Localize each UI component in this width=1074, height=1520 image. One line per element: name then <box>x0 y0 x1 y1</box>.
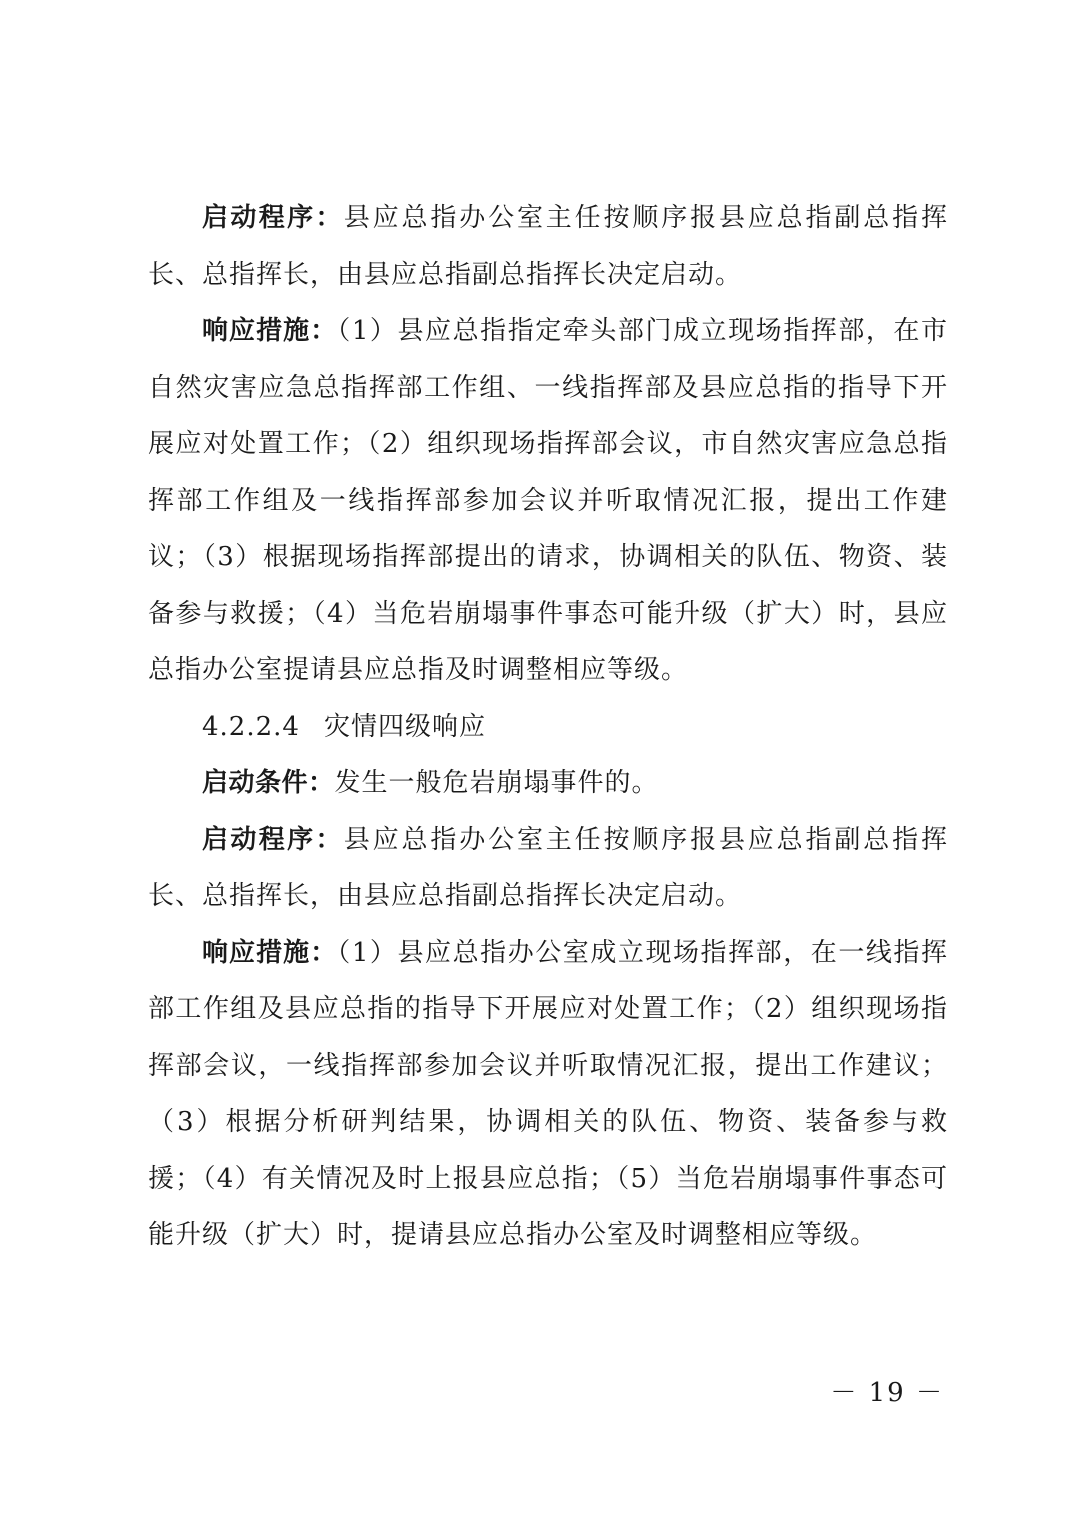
paragraph-text: （1）县应总指办公室成立现场指挥部，在一线指挥部工作组及县应总指的指导下开展应对处置工作；（2）组织现场指挥部会议，一线指挥部参加会议并听取情况汇报，提出工作建议；（3）根据分析研判结果，协调相关的队伍、物资、装备参与救援；（4）有关情况及时上报县应总指；（5）当危岩崩塌事件事态可能升级（扩大）时，提请县应总指办公室及时调整相应等级。 <box>148 937 948 1250</box>
lead-colon: ： <box>310 316 338 346</box>
paragraph-start-procedure-4 <box>148 812 948 925</box>
lead-term: 响应措施 <box>202 316 311 346</box>
document-body <box>148 190 948 1264</box>
lead-term: 启动程序 <box>202 203 316 233</box>
section-heading <box>148 699 948 756</box>
section-title: 灾情四级响应 <box>323 711 486 742</box>
paragraph-text: 县应总指办公室主任按顺序报县应总指副总指挥长、总指挥长，由县应总指副总指挥长决定启动。 <box>148 203 948 290</box>
lead-term: 启动程序 <box>202 824 316 855</box>
page-number: － 19 － <box>830 1378 944 1408</box>
paragraph-response-measures-4 <box>148 925 948 1264</box>
paragraph-text: 发生一般危岩崩塌事件的。 <box>334 768 659 798</box>
lead-term: 响应措施 <box>202 937 311 968</box>
paragraph-text: 县应总指办公室主任按顺序报县应总指副总指挥长、总指挥长，由县应总指副总指挥长决定启动。 <box>148 824 948 911</box>
section-number: 4.2.2.4 <box>202 711 300 742</box>
paragraph-text: （1）县应总指指定牵头部门成立现场指挥部，在市自然灾害应急总指挥部工作组、一线指挥部及县应总指的指导下开展应对处置工作；（2）组织现场指挥部会议，市自然灾害应急总指挥部工作组及一线指挥部参加会议并听取情况汇报，提出工作建议；（3）根据现场指挥部提出的请求，协调相关的队伍、物资、装备参与救援；（4）当危岩崩塌事件事态可能升级（扩大）时，县应总指办公室提请县应总指及时调整相应等级。 <box>148 316 948 685</box>
lead-colon: ： <box>310 937 338 968</box>
paragraph-start-condition <box>148 755 948 812</box>
paragraph-start-procedure-3 <box>148 190 948 303</box>
lead-term: 启动条件 <box>202 768 309 798</box>
lead-colon: ： <box>315 203 344 233</box>
lead-colon: ： <box>308 768 335 798</box>
paragraph-response-measures-3 <box>148 303 948 699</box>
lead-colon: ： <box>315 824 344 855</box>
